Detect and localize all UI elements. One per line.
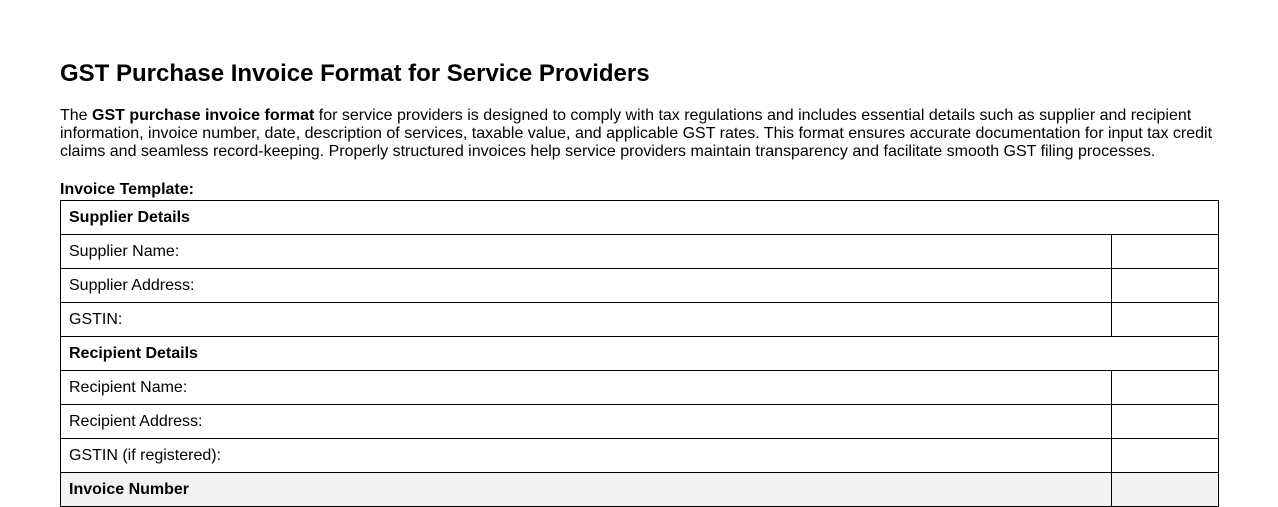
invoice-number-row bbox=[61, 473, 1219, 507]
intro-bold-term: GST purchase invoice format bbox=[92, 107, 315, 124]
recipient-details-header-row bbox=[61, 337, 1219, 371]
supplier-gstin-label: GSTIN: bbox=[61, 303, 1112, 337]
table-row bbox=[61, 303, 1219, 337]
supplier-name-value-cell[interactable] bbox=[1112, 235, 1219, 269]
recipient-gstin-label: GSTIN (if registered): bbox=[61, 439, 1112, 473]
supplier-gstin-value-cell[interactable] bbox=[1112, 303, 1219, 337]
invoice-template-table bbox=[60, 200, 1219, 507]
table-row bbox=[61, 371, 1219, 405]
recipient-address-label: Recipient Address: bbox=[61, 405, 1112, 439]
table-row bbox=[61, 269, 1219, 303]
table-row bbox=[61, 405, 1219, 439]
supplier-address-value-cell[interactable] bbox=[1112, 269, 1219, 303]
page-title: GST Purchase Invoice Format for Service Providers bbox=[60, 60, 650, 87]
supplier-address-label: Supplier Address: bbox=[61, 269, 1112, 303]
supplier-details-heading: Supplier Details bbox=[61, 201, 1219, 235]
table-row bbox=[61, 439, 1219, 473]
invoice-template-label: Invoice Template: bbox=[60, 181, 194, 198]
supplier-details-header-row bbox=[61, 201, 1219, 235]
recipient-gstin-value-cell[interactable] bbox=[1112, 439, 1219, 473]
invoice-number-value-cell[interactable] bbox=[1112, 473, 1219, 507]
intro-paragraph bbox=[60, 107, 1218, 161]
supplier-name-label: Supplier Name: bbox=[61, 235, 1112, 269]
recipient-name-value-cell[interactable] bbox=[1112, 371, 1219, 405]
invoice-number-label: Invoice Number bbox=[61, 473, 1112, 507]
recipient-name-label: Recipient Name: bbox=[61, 371, 1112, 405]
recipient-details-heading: Recipient Details bbox=[61, 337, 1219, 371]
table-row bbox=[61, 235, 1219, 269]
intro-prefix: The bbox=[60, 107, 93, 124]
recipient-address-value-cell[interactable] bbox=[1112, 405, 1219, 439]
intro-suffix: for service providers is designed to comply with tax regulations and includes essential details such as supplier and recipient information, invoice number, date, description of services, taxable value, and applicable GST rates. This format ensures accurate documentation for input tax credit claims and seamless record-keeping. Properly structured invoices help service providers maintain transparency and facilitate smooth GST filing processes. bbox=[60, 107, 1213, 160]
